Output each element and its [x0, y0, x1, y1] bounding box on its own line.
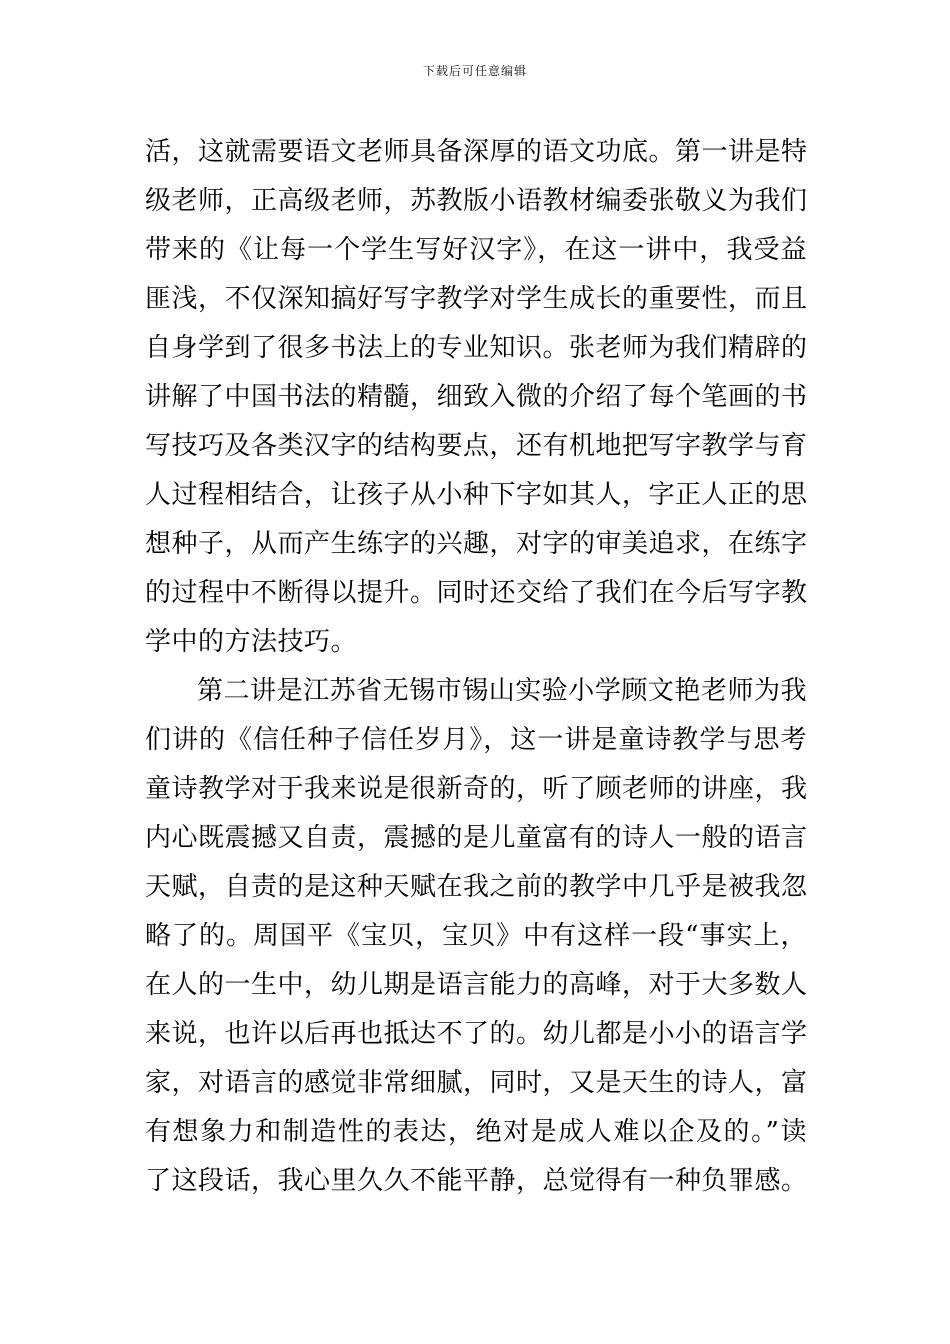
- text-line: 的过程中不断得以提升。同时还交给了我们在今后写字教: [145, 578, 808, 608]
- text-line: 级老师，正高级老师，苏教版小语教材编委张敬义为我们: [145, 186, 808, 216]
- page-header: 下载后可任意编辑: [422, 64, 527, 78]
- text-line: 自身学到了很多书法上的专业知识。张老师为我们精辟的: [145, 333, 808, 363]
- text-line: 活，这就需要语文老师具备深厚的语文功底。第一讲是特: [145, 137, 808, 167]
- text-line: 想种子，从而产生练字的兴趣，对字的审美追求，在练字: [145, 529, 808, 559]
- paragraph: [145, 128, 807, 667]
- text-line: 了这段话，我心里久久不能平静，总觉得有一种负罪感。: [145, 1166, 808, 1196]
- paragraph: [145, 667, 807, 1206]
- text-line: 有想象力和制造性的表达，绝对是成人难以企及的。”读: [145, 1117, 807, 1147]
- text-line: 人过程相结合，让孩子从小种下字如其人，字正人正的思: [145, 480, 808, 510]
- text-line: 略了的。周国平《宝贝，宝贝》中有这样一段“事实上，: [145, 921, 807, 951]
- text-line: 在人的一生中，幼儿期是语言能力的高峰，对于大多数人: [145, 970, 808, 1000]
- text-line: 学中的方法技巧。: [145, 627, 358, 657]
- text-line: 童诗教学对于我来说是很新奇的，听了顾老师的讲座，我: [145, 774, 808, 804]
- text-line: 们讲的《信任种子信任岁月》，这一讲是童诗教学与思考: [145, 725, 807, 755]
- text-line: 天赋，自责的是这种天赋在我之前的教学中几乎是被我忽: [145, 872, 808, 902]
- document-body: [145, 128, 807, 1206]
- text-line: 带来的《让每一个学生写好汉字》，在这一讲中，我受益: [145, 235, 807, 265]
- text-line: 写技巧及各类汉字的结构要点，还有机地把写字教学与育: [145, 431, 808, 461]
- text-line: 匪浅，不仅深知搞好写字教学对学生成长的重要性，而且: [145, 284, 808, 314]
- text-line: 家，对语言的感觉非常细腻，同时，又是天生的诗人，富: [145, 1068, 808, 1098]
- text-line: 讲解了中国书法的精髓，细致入微的介绍了每个笔画的书: [145, 382, 808, 412]
- text-line: 内心既震撼又自责，震撼的是儿童富有的诗人一般的语言: [145, 823, 808, 853]
- text-line: 来说，也许以后再也抵达不了的。幼儿都是小小的语言学: [145, 1019, 808, 1049]
- text-line: 第二讲是江苏省无锡市锡山实验小学顾文艳老师为我: [197, 676, 807, 706]
